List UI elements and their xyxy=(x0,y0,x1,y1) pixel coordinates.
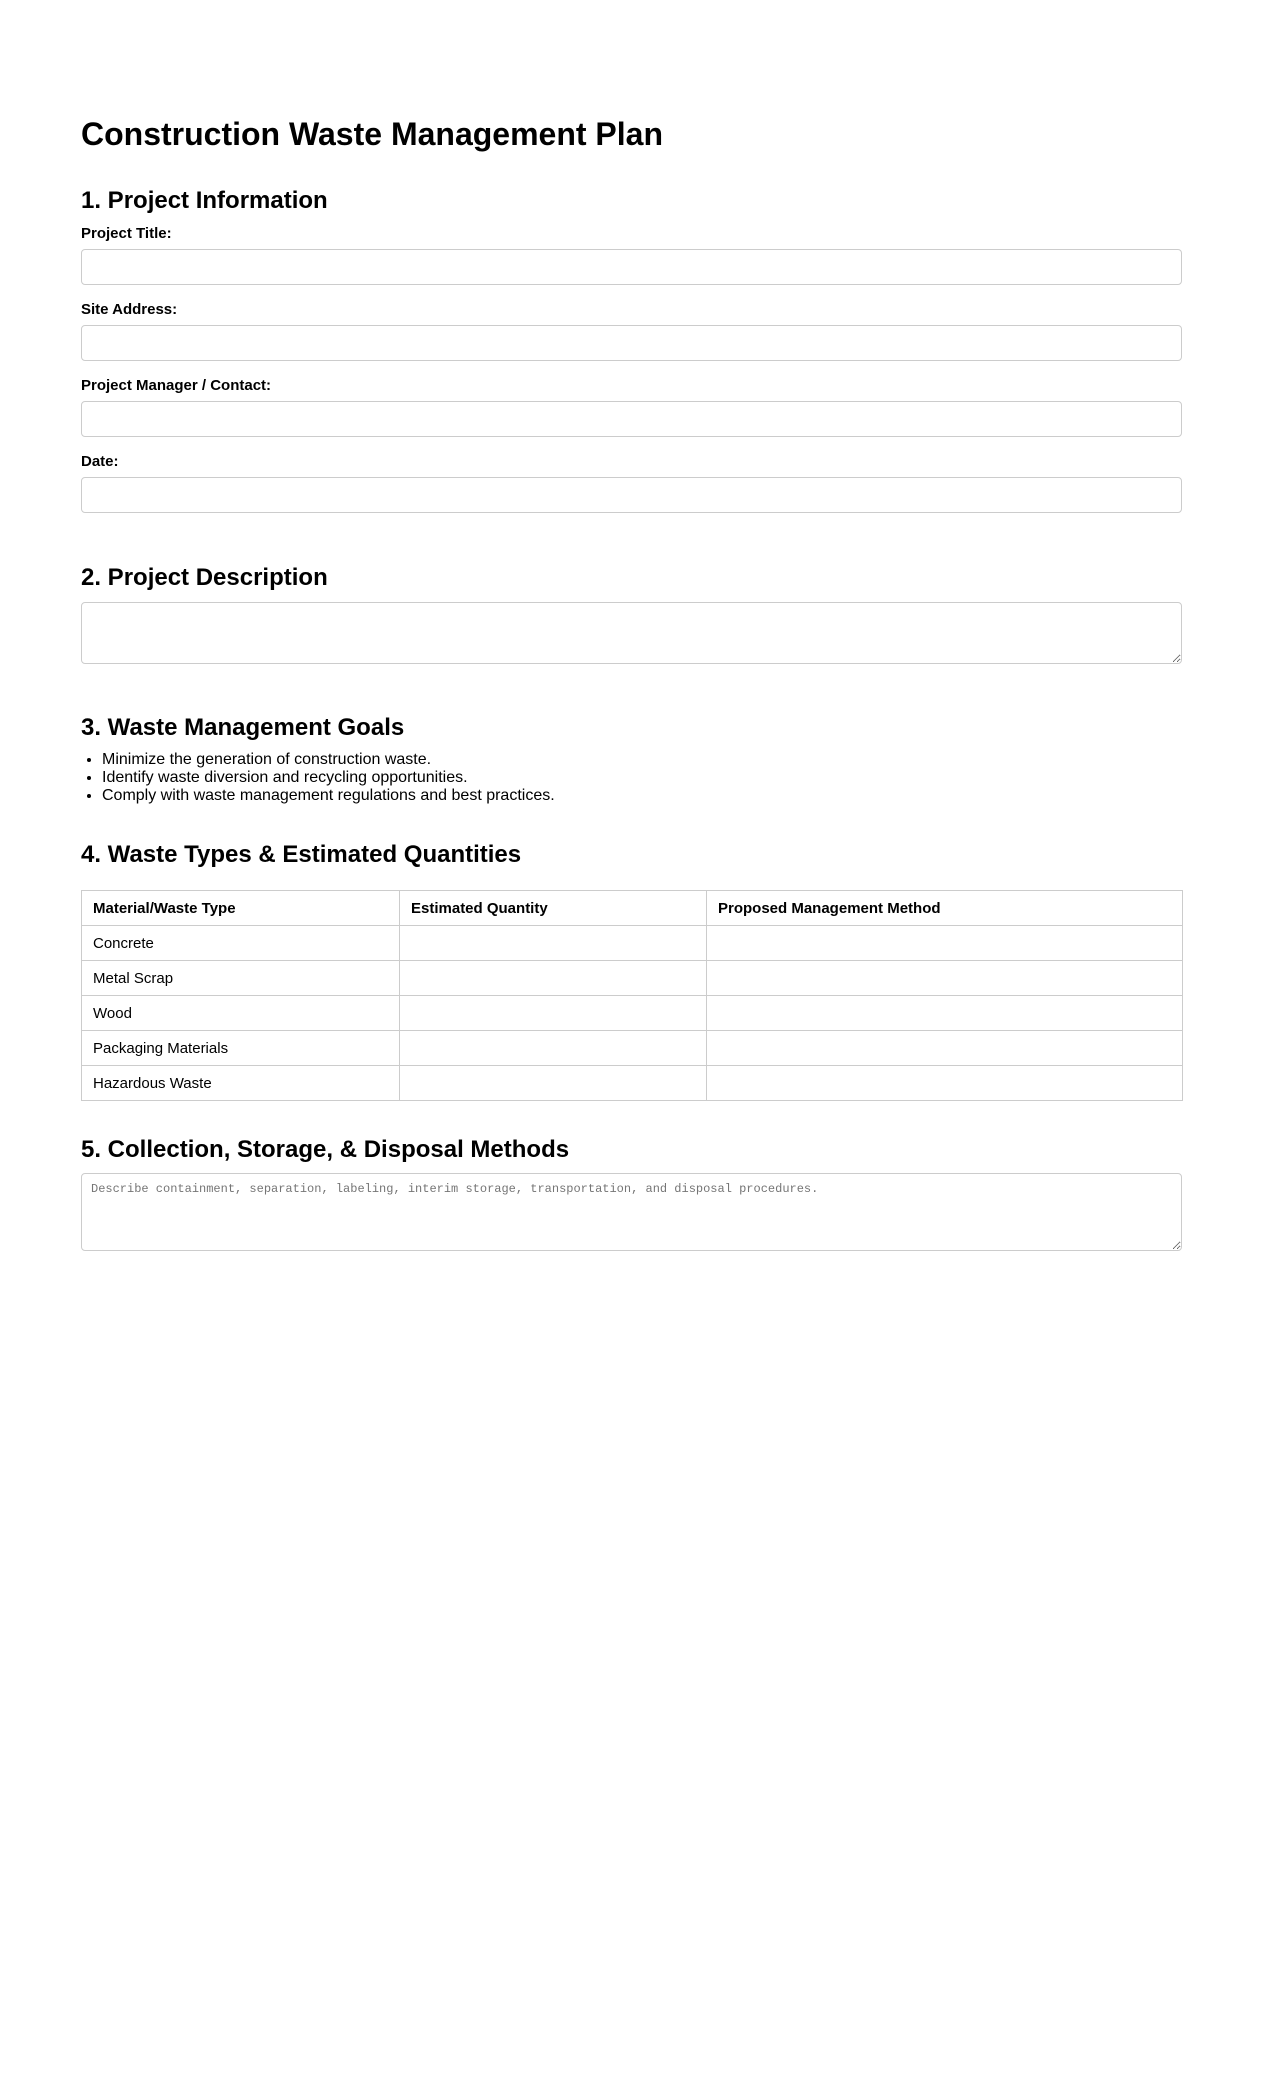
goals-list xyxy=(81,751,555,805)
project-manager-input[interactable] xyxy=(81,401,1182,437)
material-cell: Concrete xyxy=(82,926,400,961)
section-heading-waste-management-goals: 3. Waste Management Goals xyxy=(81,714,405,741)
section-heading-project-information: 1. Project Information xyxy=(81,187,328,214)
page-title: Construction Waste Management Plan xyxy=(81,116,663,152)
column-header-method: Proposed Management Method xyxy=(707,891,1183,926)
project-manager-label: Project Manager / Contact: xyxy=(81,377,272,394)
method-cell[interactable] xyxy=(707,926,1183,961)
goal-item: • Comply with waste management regulations and best practices. xyxy=(102,787,555,805)
section-heading-waste-types: 4. Waste Types & Estimated Quantities xyxy=(81,841,522,868)
project-title-label: Project Title: xyxy=(81,225,172,242)
waste-types-table xyxy=(81,890,1183,1101)
site-address-input[interactable] xyxy=(81,325,1182,361)
method-cell[interactable] xyxy=(707,961,1183,996)
method-cell[interactable] xyxy=(707,1031,1183,1066)
date-label: Date: xyxy=(81,453,119,470)
quantity-cell[interactable] xyxy=(400,996,707,1031)
method-cell[interactable] xyxy=(707,1066,1183,1101)
material-cell: Packaging Materials xyxy=(82,1031,400,1066)
goal-item: • Minimize the generation of construction waste. xyxy=(102,751,555,769)
date-input[interactable] xyxy=(81,477,1182,513)
table-header-row xyxy=(82,891,1183,926)
collection-methods-textarea[interactable] xyxy=(81,1173,1182,1251)
quantity-cell[interactable] xyxy=(400,1031,707,1066)
goal-item: • Identify waste diversion and recycling opportunities. xyxy=(102,769,555,787)
table-row xyxy=(82,1066,1183,1101)
quantity-cell[interactable] xyxy=(400,1066,707,1101)
table-row xyxy=(82,996,1183,1031)
quantity-cell[interactable] xyxy=(400,961,707,996)
material-cell: Hazardous Waste xyxy=(82,1066,400,1101)
project-title-input[interactable] xyxy=(81,249,1182,285)
section-heading-collection-methods: 5. Collection, Storage, & Disposal Methods xyxy=(81,1136,570,1163)
method-cell[interactable] xyxy=(707,996,1183,1031)
table-row xyxy=(82,1031,1183,1066)
site-address-label: Site Address: xyxy=(81,301,178,318)
project-description-textarea[interactable] xyxy=(81,602,1182,664)
quantity-cell[interactable] xyxy=(400,926,707,961)
section-heading-project-description: 2. Project Description xyxy=(81,564,328,591)
material-cell: Metal Scrap xyxy=(82,961,400,996)
column-header-quantity: Estimated Quantity xyxy=(400,891,707,926)
material-cell: Wood xyxy=(82,996,400,1031)
column-header-material: Material/Waste Type xyxy=(82,891,400,926)
table-row xyxy=(82,961,1183,996)
table-row xyxy=(82,926,1183,961)
